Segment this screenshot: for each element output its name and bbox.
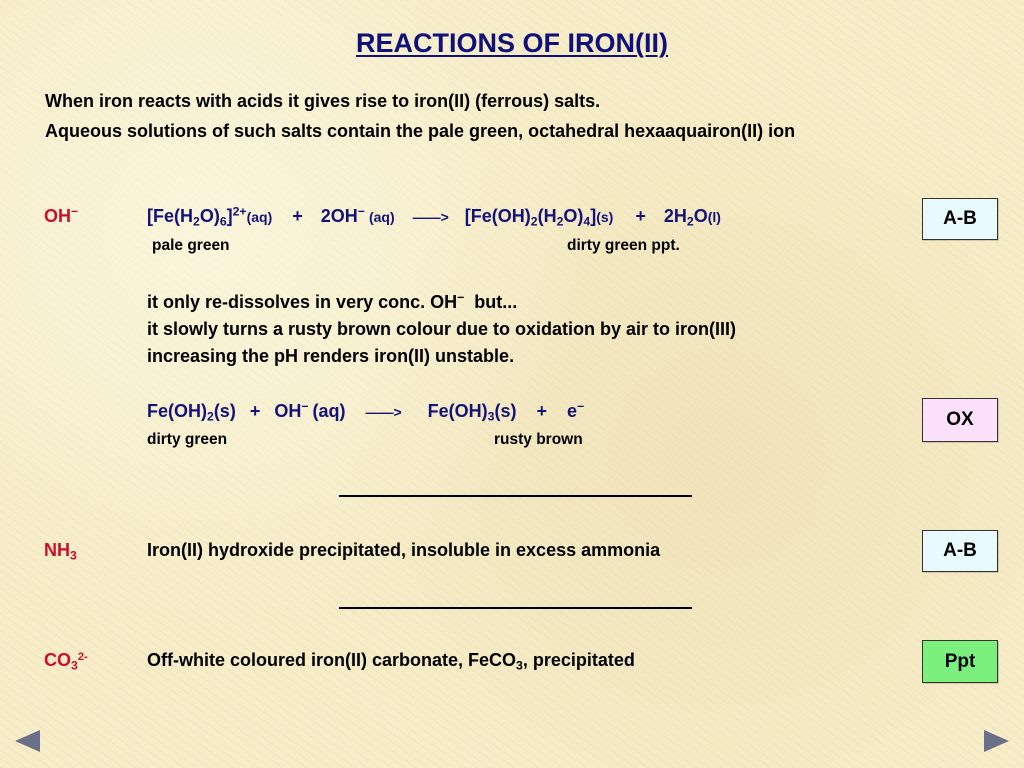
reagent-oh: OH− <box>44 204 79 226</box>
badge-acid-base-nh3: A-B <box>922 530 998 572</box>
label-dirty-green: dirty green <box>147 431 228 448</box>
section-divider-1 <box>339 495 692 497</box>
co3-description: Off-white coloured iron(II) carbonate, FeCO$_3$, precipitated <box>147 650 635 673</box>
badge-precipitate: Ppt <box>922 640 998 683</box>
equation-oxidation: $Fe(OH)_2(s) + OH^-$ (aq) ——> $Fe(OH)_3(s) + e^-$ <box>147 399 585 424</box>
label-dirty-green-ppt: dirty green ppt. <box>567 237 680 254</box>
nh3-description: Iron(II) hydroxide precipitated, insoluble in excess ammonia <box>147 540 661 560</box>
reagent-co3: $CO_3^{2-}$ <box>44 650 88 673</box>
equation-oh-precipitation: $[Fe(H_2O)_6]^{2+}(aq) + 2OH^-$ (aq) ——> $[Fe(OH)_2(H_2O)_4](s) + 2H_2O(l)$ <box>147 204 721 229</box>
section-divider-2 <box>339 607 692 609</box>
label-pale-green: pale green <box>152 237 230 254</box>
intro-line-2: Aqueous solutions of such salts contain the pale green, octahedral hexaaquairon(II) ion <box>45 121 796 141</box>
note-redissolves: it only re-dissolves in very conc. OH− but... <box>147 290 518 312</box>
note-ph: increasing the pH renders iron(II) unstable. <box>147 346 515 366</box>
triangle-left-icon[interactable] <box>15 730 40 752</box>
badge-acid-base-oh: A-B <box>922 198 998 240</box>
label-rusty-brown: rusty brown <box>494 431 583 448</box>
slide-title: REACTIONS OF IRON(II) <box>356 28 668 58</box>
note-oxidation: it slowly turns a rusty brown colour due to oxidation by air to iron(III) <box>147 319 737 339</box>
reagent-nh3: $NH_3$ <box>44 540 77 563</box>
intro-line-1: When iron reacts with acids it gives rise to iron(II) (ferrous) salts. <box>45 91 601 111</box>
triangle-right-icon[interactable] <box>984 730 1009 752</box>
badge-oxidation: OX <box>922 398 998 442</box>
